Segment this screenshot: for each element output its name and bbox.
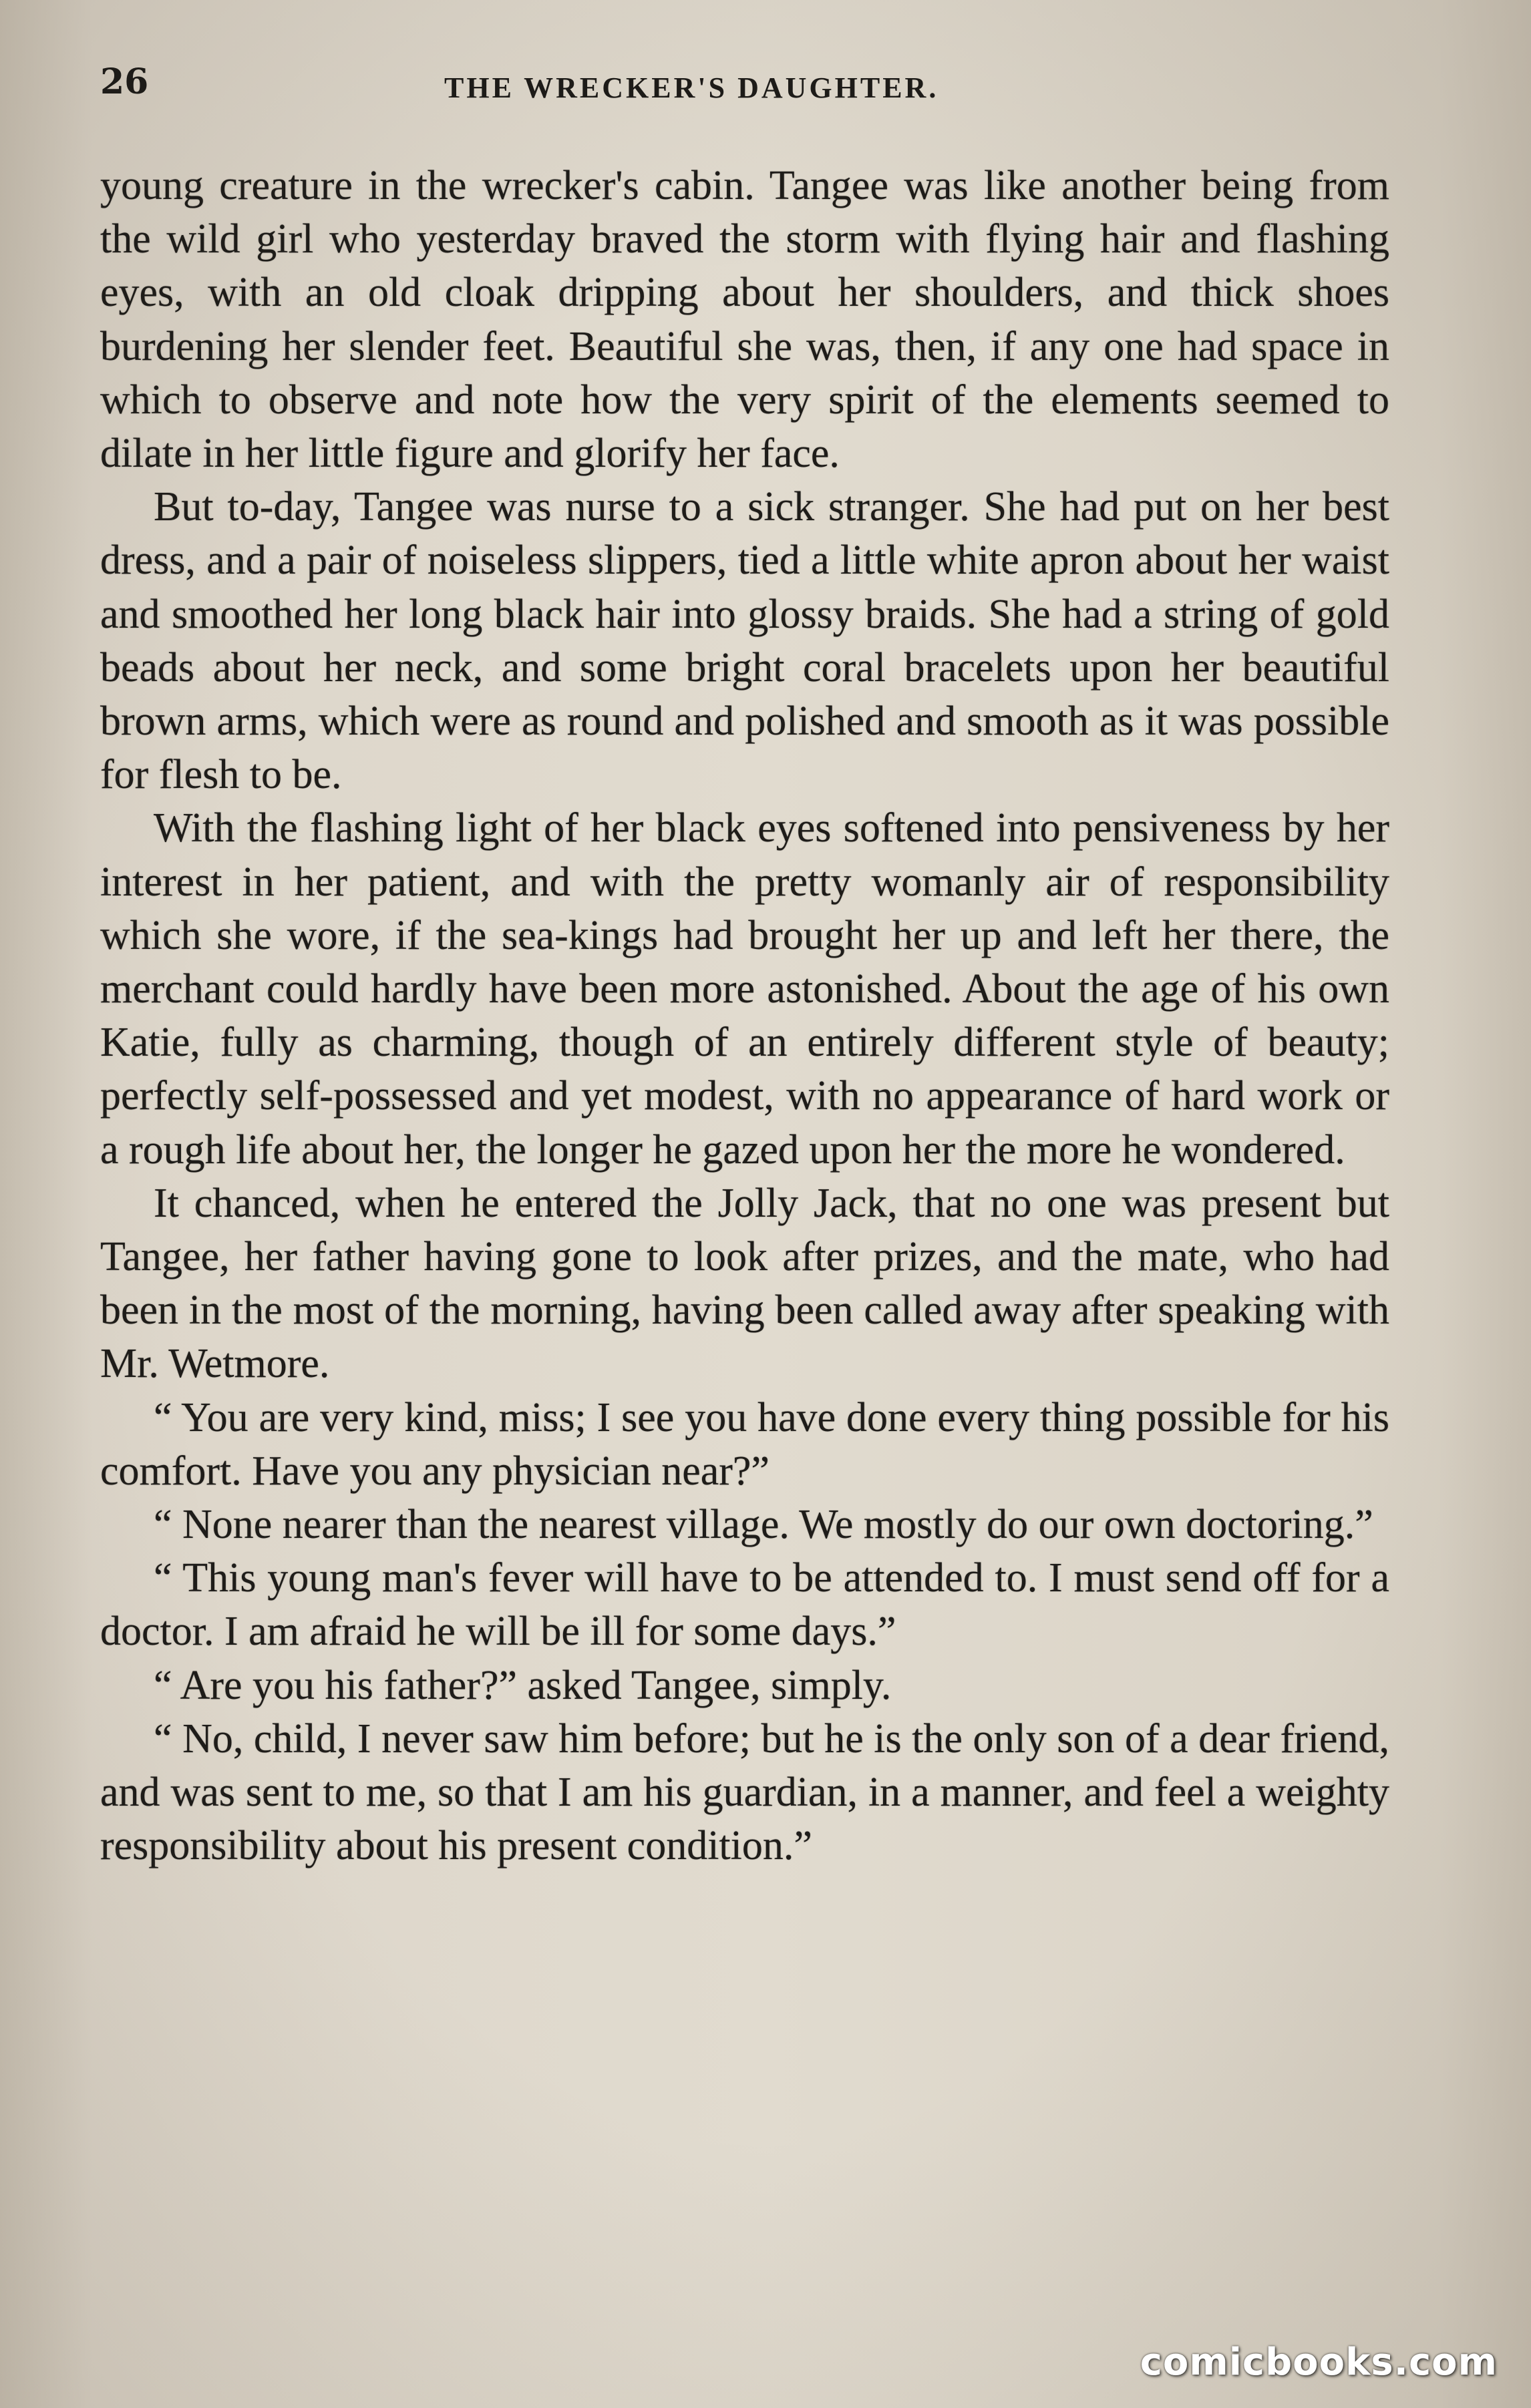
paragraph: It chanced, when he entered the Jolly Jack, that no one was present but Tangee, her father having gone to look after prizes, and the mate, who had been in the most of the morning, having been called away after speaking with Mr. Wetmore. xyxy=(100,1180,1389,1387)
dialogue-paragraph: “ No, child, I never saw him before; but he is the only son of a dear friend, and was sent to me, so that I am his guardian, in a manner, and feel a weighty responsibility about his present condition.” xyxy=(100,1716,1389,1869)
page-number: 26 xyxy=(100,61,149,102)
site-watermark: comicbooks.com xyxy=(1140,2341,1498,2384)
paragraph: With the flashing light of her black eyes softened into pensiveness by her interest in her patient, and with the pretty womanly air of responsibility which she wore, if the sea-kings had brought her up and left her there, the merchant could hardly have been more astonished. About the age of his own Katie, fully as charming, though of an entirely different style of beauty; perfectly self-possessed and yet modest, with no appearance of hard work or a rough life about her, the longer he gazed upon her the more he wondered. xyxy=(100,805,1389,1173)
dialogue-paragraph: “ This young man's fever will have to be attended to. I must send off for a doctor. I am afraid he will be ill for some days.” xyxy=(100,1555,1389,1655)
dialogue-paragraph: “ Are you his father?” asked Tangee, simply. xyxy=(154,1662,892,1708)
dialogue-paragraph: “ You are very kind, miss; I see you have done every thing possible for his comfort. Have you any physician near?” xyxy=(100,1394,1389,1494)
paragraph-continued: young creature in the wrecker's cabin. Tangee was like another being from the wild girl who yesterday braved the storm with flying hair and flashing eyes, with an old cloak dripping about her shoulders, and thick shoes burdening her slender feet. Beautiful she was, then, if any one had space in which to observe and note how the very spirit of the elements seemed to dilate in her little figure and glorify her face. xyxy=(100,163,1389,477)
paragraph: But to-day, Tangee was nurse to a sick stranger. She had put on her best dress, and a pair of noiseless slippers, tied a little white apron about her waist and smoothed her long black hair into glossy braids. She had a string of gold beads about her neck, and some bright coral bracelets upon her beautiful brown arms, which were as round and polished and smooth as it was possible for flesh to be. xyxy=(100,484,1389,798)
body-text xyxy=(100,159,1389,1873)
dialogue-paragraph: “ None nearer than the nearest village. We mostly do our own doctoring.” xyxy=(154,1502,1373,1548)
running-head xyxy=(100,61,1409,115)
running-title: THE WRECKER'S DAUGHTER. xyxy=(444,71,939,104)
